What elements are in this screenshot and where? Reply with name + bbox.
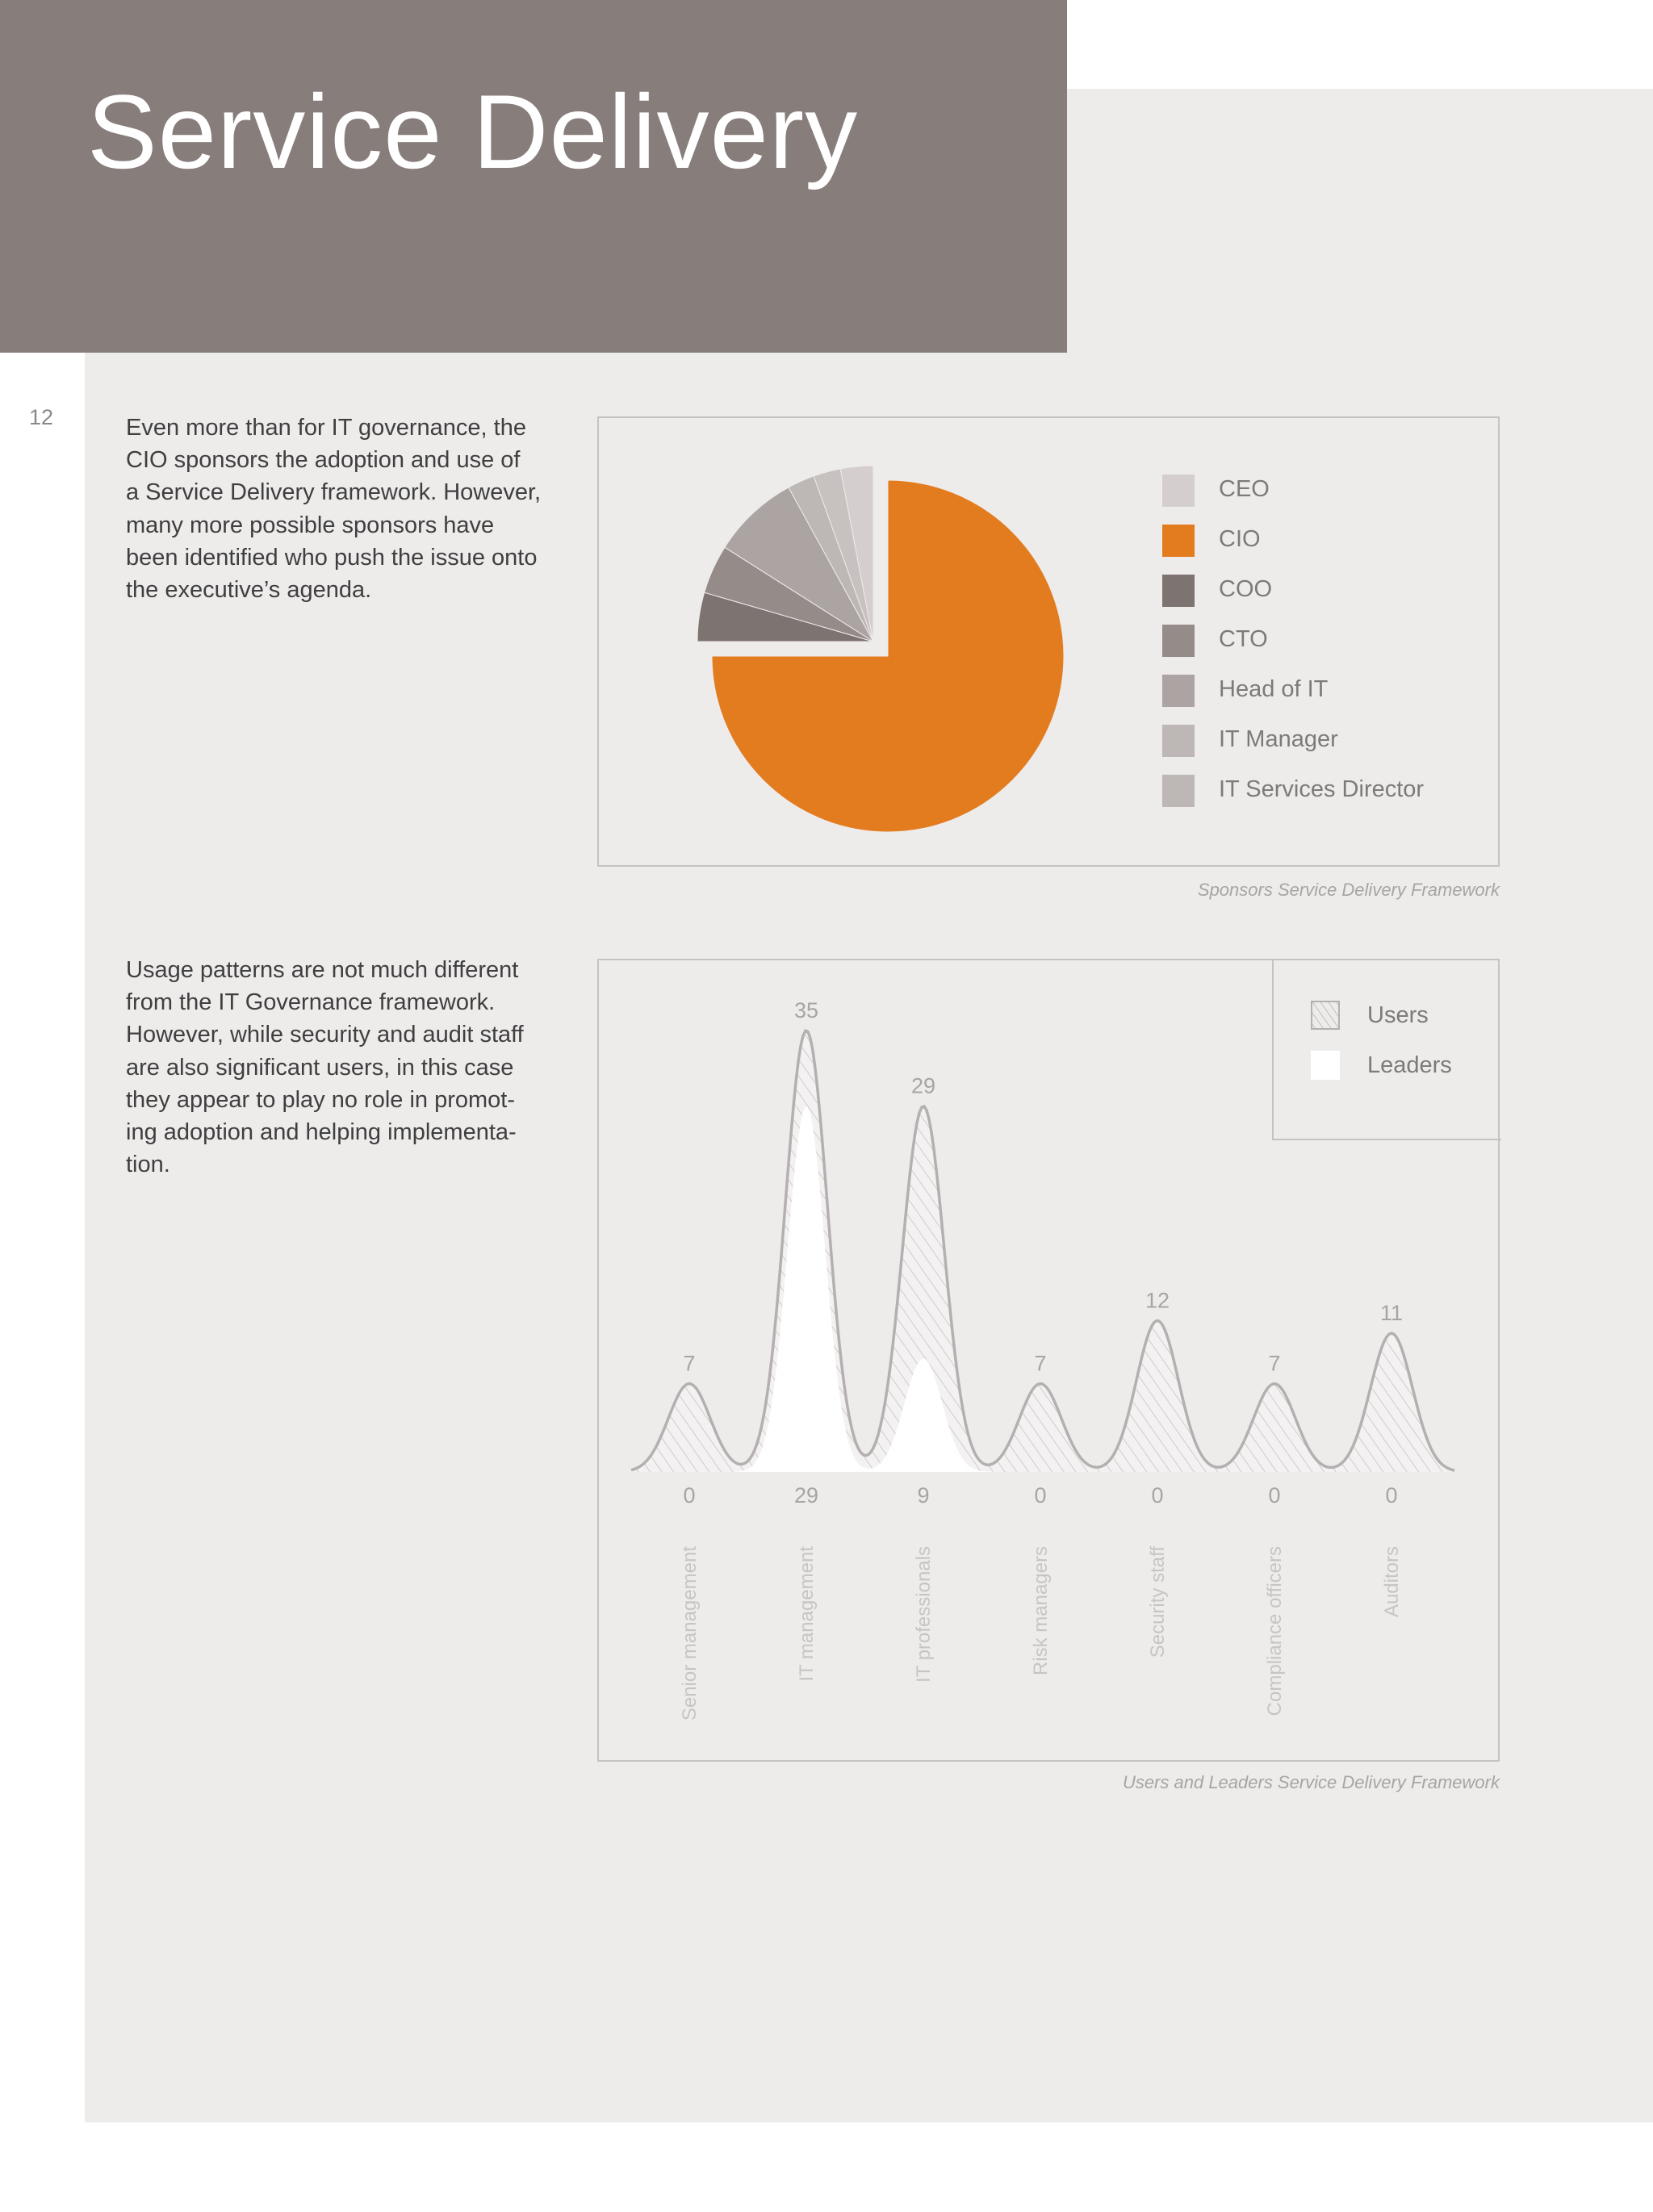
pie-chart-caption: Sponsors Service Delivery Framework — [1197, 880, 1500, 900]
users-leaders-chart — [597, 959, 1500, 1762]
paragraph-line: tion. — [126, 1152, 170, 1178]
leaders-value-label: 0 — [1034, 1483, 1047, 1507]
legend-swatch-icon — [1162, 775, 1195, 807]
legend-label: IT Manager — [1219, 726, 1338, 752]
paragraph-line: Usage patterns are not much different — [126, 957, 519, 983]
legend-swatch-icon — [1162, 675, 1195, 707]
legend-swatch-icon — [1162, 725, 1195, 757]
intro-paragraph — [126, 412, 566, 606]
legend-label: Head of IT — [1219, 676, 1329, 702]
legend-label: Leaders — [1367, 1052, 1452, 1078]
category-label: Compliance officers — [1264, 1546, 1286, 1716]
users-value-label: 12 — [1145, 1288, 1170, 1313]
leaders-value-label: 0 — [1151, 1483, 1164, 1507]
users-value-label: 11 — [1379, 1301, 1404, 1326]
leaders-value-label: 9 — [917, 1483, 930, 1507]
paragraph-line: a Service Delivery framework. However, — [126, 479, 542, 506]
area-chart-caption: Users and Leaders Service Delivery Framework — [1122, 1772, 1500, 1792]
users-value-label: 29 — [910, 1073, 936, 1098]
legend-label: CEO — [1219, 476, 1270, 502]
usage-paragraph — [126, 954, 566, 1181]
users-value-label: 7 — [683, 1351, 696, 1376]
paragraph-line: the executive’s agenda. — [126, 577, 372, 604]
legend-swatch-icon — [1162, 625, 1195, 657]
legend-label: IT Services Director — [1219, 776, 1425, 802]
legend-swatch-icon — [1162, 525, 1195, 557]
title-band — [0, 0, 1067, 353]
legend-label: CTO — [1219, 626, 1268, 652]
paragraph-line: many more possible sponsors have — [126, 512, 495, 538]
legend-label: CIO — [1219, 526, 1261, 552]
area-legend — [1272, 959, 1501, 1140]
paragraph-line: ing adoption and helping implementa- — [126, 1119, 517, 1146]
paragraph-line: However, while security and audit staff — [126, 1022, 524, 1048]
paragraph-line: Even more than for IT governance, the — [126, 415, 526, 441]
legend-swatch-icon — [1162, 475, 1195, 507]
users-value-label: 7 — [1034, 1351, 1047, 1376]
leaders-value-label: 0 — [1268, 1483, 1281, 1507]
legend-label: Users — [1367, 1002, 1429, 1028]
category-label: Auditors — [1381, 1546, 1403, 1618]
hatched-swatch-icon — [1311, 1001, 1340, 1030]
category-label: IT management — [796, 1546, 818, 1682]
users-value-label: 7 — [1268, 1351, 1281, 1376]
sponsors-pie-chart — [597, 416, 1500, 867]
category-label: Senior management — [679, 1546, 701, 1721]
leaders-value-label: 29 — [793, 1483, 819, 1507]
white-swatch-icon — [1311, 1051, 1340, 1080]
paragraph-line: they appear to play no role in promot- — [126, 1086, 515, 1113]
paragraph-line: are also significant users, in this case — [126, 1054, 514, 1081]
leaders-value-label: 0 — [683, 1483, 696, 1507]
paragraph-line: been identified who push the issue onto — [126, 544, 538, 571]
page-title: Service Delivery — [87, 73, 859, 190]
paragraph-line: CIO sponsors the adoption and use of — [126, 447, 521, 474]
category-label: Security staff — [1147, 1546, 1169, 1658]
category-label: IT professionals — [913, 1546, 935, 1683]
users-value-label: 35 — [793, 997, 819, 1022]
page-number: 12 — [29, 405, 54, 429]
category-label: Risk managers — [1030, 1546, 1052, 1676]
legend-swatch-icon — [1162, 575, 1195, 607]
leaders-value-label: 0 — [1385, 1483, 1398, 1507]
paragraph-line: from the IT Governance framework. — [126, 989, 496, 1016]
legend-label: COO — [1219, 576, 1273, 602]
